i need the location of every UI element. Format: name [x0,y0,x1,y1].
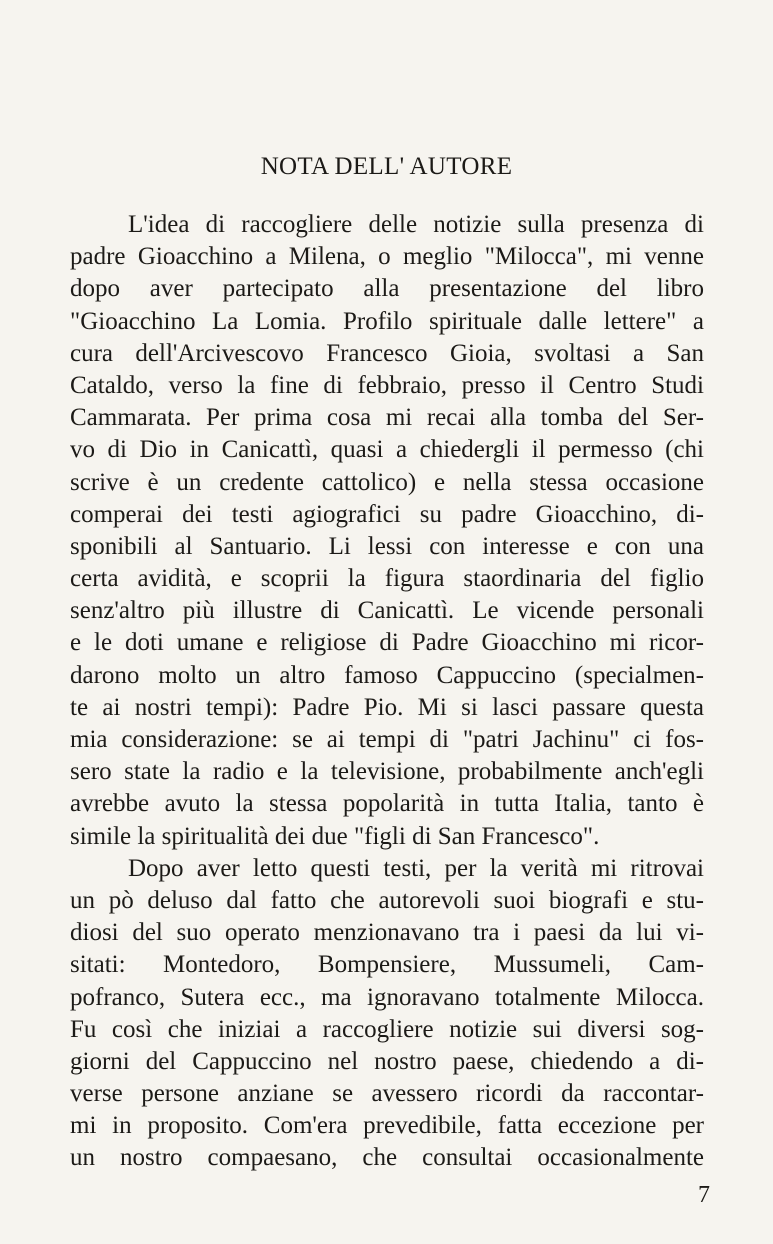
text-line: un nostro compaesano, che consultai occasionalmente [70,1144,704,1172]
text-line: "Gioacchino La Lomia. Profilo spirituale dalle lettere" a [70,307,704,335]
text-line: simile la spiritualità dei due "figli di San Francesco". [70,822,600,850]
text-line: e le doti umane e religiose di Padre Gioacchino mi ricor- [70,629,704,657]
text-line: mia considerazione: se ai tempi di "patri Jachinu" ci fos- [70,726,704,753]
text-line: padre Gioacchino a Milena, o meglio "Milocca", mi venne [70,243,704,271]
text-line: cura dell'Arcivescovo Francesco Gioia, svoltasi a San [70,339,704,367]
text-line: pofranco, Sutera ecc., ma ignoravano totalmente Milocca. [70,983,704,1011]
page-number: 7 [698,1182,710,1208]
page-title: NOTA DELL' AUTORE [260,153,513,180]
text-line: comperai dei testi agiografici su padre Gioacchino, di- [70,500,704,528]
text-line: Dopo aver letto questi testi, per la verità mi ritrovai [128,854,704,882]
text-line: vo di Dio in Canicattì, quasi a chiedergli il permesso (chi [70,436,704,464]
text-line: certa avidità, e scoprii la figura staordinaria del figlio [70,565,704,593]
text-line: sero state la radio e la televisione, probabilmente anch'egli [70,758,704,786]
text-line: scrive è un credente cattolico) e nella stessa occasione [70,468,704,496]
text-line: giorni del Cappuccino nel nostro paese, chiedendo a di- [70,1047,704,1075]
text-line: darono molto un altro famoso Cappuccino (specialmen- [70,661,704,689]
text-line: diosi del suo operato menzionavano tra i paesi da lui vi- [70,919,704,947]
text-line: dopo aver partecipato alla presentazione del libro [70,275,704,303]
text-line: Cammarata. Per prima cosa mi recai alla tomba del Ser- [70,404,704,432]
text-line: Fu così che iniziai a raccogliere notizie sui diversi sog- [70,1015,704,1043]
text-line: verse persone anziane se avessero ricordi da raccontar- [70,1080,704,1108]
text-line: mi in proposito. Com'era prevedibile, fatta eccezione per [70,1112,704,1140]
text-line: te ai nostri tempi): Padre Pio. Mi si lasci passare questa [70,693,704,721]
text-line: avrebbe avuto la stessa popolarità in tutta Italia, tanto è [70,790,704,818]
text-line: sponibili al Santuario. Li lessi con interesse e con una [70,532,704,560]
text-line: sitati: Montedoro, Bompensiere, Mussumeli, Cam- [70,951,704,979]
text-line: Cataldo, verso la fine di febbraio, presso il Centro Studi [70,371,704,399]
text-line: senz'altro più illustre di Canicattì. Le vicende personali [70,597,704,625]
text-line: un pò deluso dal fatto che autorevoli suoi biografi e stu- [70,886,704,914]
body-text [70,209,704,1175]
text-line: L'idea di raccogliere delle notizie sulla presenza di [128,211,704,238]
